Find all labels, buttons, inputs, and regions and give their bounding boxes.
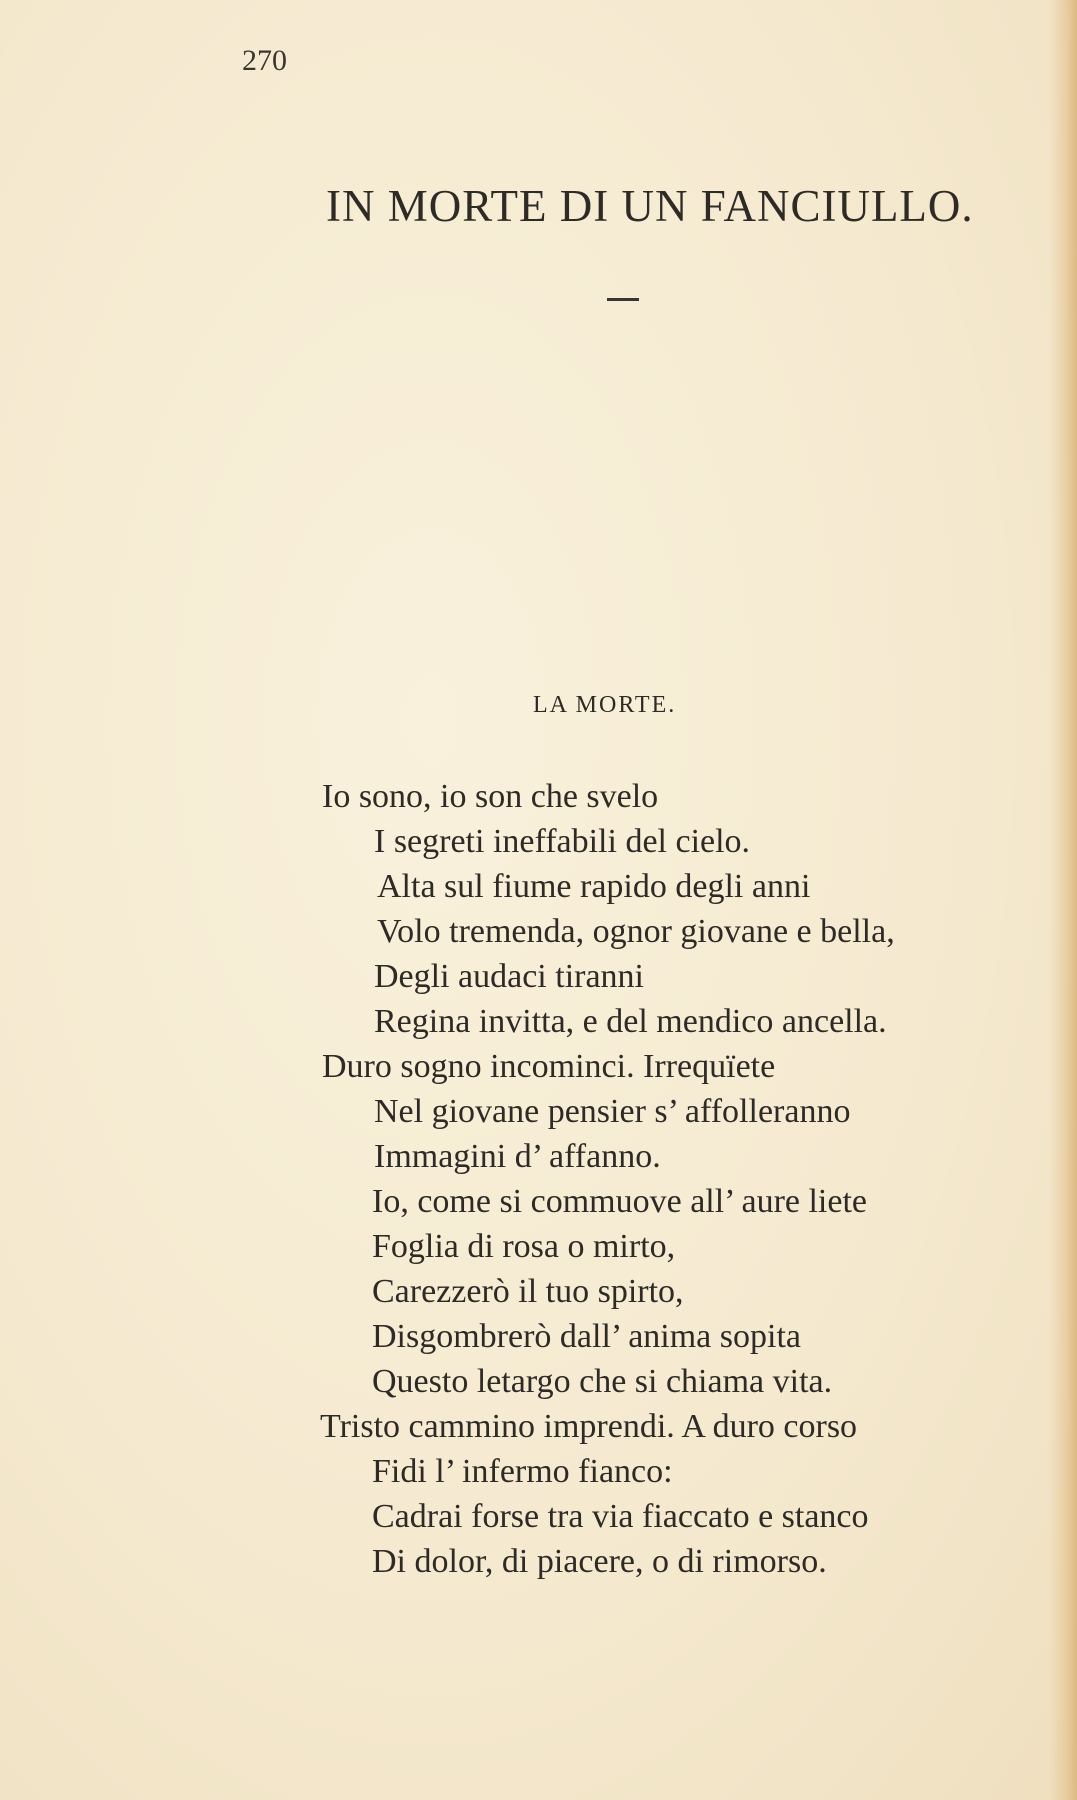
poem-line: Alta sul fiume rapido degli anni [377, 868, 811, 905]
speaker-heading: LA MORTE. [533, 692, 677, 718]
poem-line: Carezzerò il tuo spirto, [372, 1273, 684, 1310]
poem-line: Nel giovane pensier s’ affolleranno [374, 1093, 851, 1130]
poem-line: Volo tremenda, ognor giovane e bella, [377, 913, 895, 950]
poem-line: Cadrai forse tra via fiaccato e stanco [372, 1498, 869, 1535]
poem-line: Di dolor, di piacere, o di rimorso. [372, 1543, 827, 1580]
poem-line: Degli audaci tiranni [374, 958, 645, 995]
poem-line: Immagini d’ affanno. [374, 1138, 661, 1175]
poem-title: IN MORTE DI UN FANCIULLO. [326, 181, 974, 231]
poem-line: I segreti ineffabili del cielo. [374, 823, 751, 860]
poem-line: Io, come si commuove all’ aure liete [372, 1183, 868, 1220]
poem-line: Duro sogno incominci. Irrequïete [322, 1048, 776, 1085]
poem-line: Tristo cammino imprendi. A duro corso [320, 1408, 858, 1445]
title-separator [607, 298, 639, 301]
poem-line: Foglia di rosa o mirto, [372, 1228, 676, 1265]
poem-line: Io sono, io son che svelo [322, 778, 659, 815]
page-edge-shadow [1049, 0, 1077, 1800]
poem-line: Questo letargo che si chiama vita. [372, 1363, 833, 1400]
poem-line: Fidi l’ infermo fianco: [372, 1453, 673, 1490]
page-number: 270 [242, 44, 287, 77]
poem-line: Regina invitta, e del mendico ancella. [374, 1003, 887, 1040]
poem-line: Disgombrerò dall’ anima sopita [372, 1318, 801, 1355]
